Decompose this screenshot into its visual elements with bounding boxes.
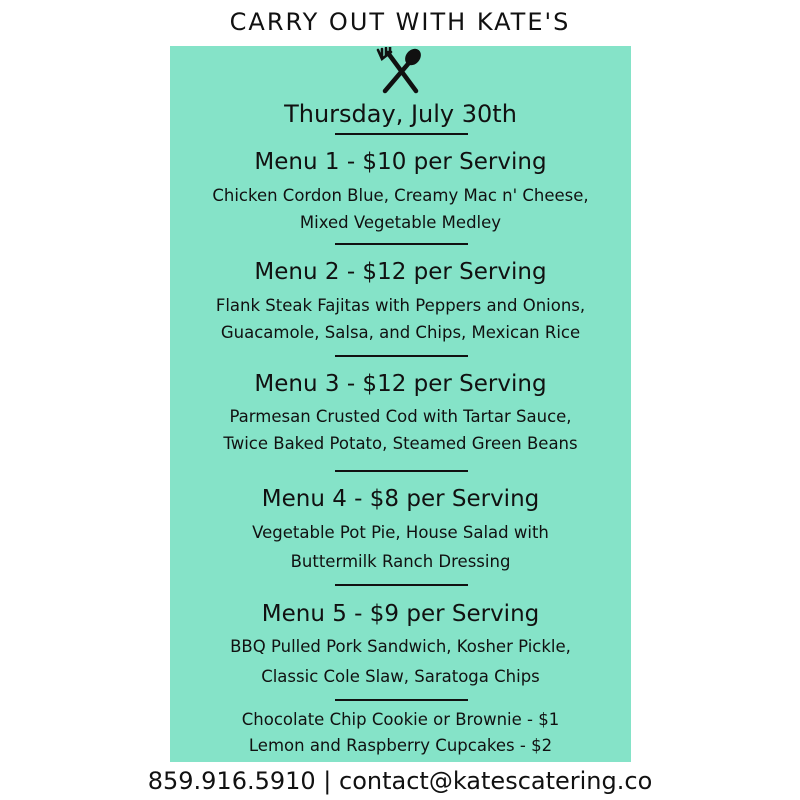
dessert-line-1: Chocolate Chip Cookie or Brownie - $1: [241, 710, 560, 729]
menu-2-line-1: Flank Steak Fajitas with Peppers and Onions,: [215, 296, 586, 315]
fork-and-spoon-icon: [376, 47, 426, 95]
menu-2-title: Menu 2 - $12 per Serving: [254, 259, 547, 285]
divider: [335, 584, 468, 586]
divider: [335, 699, 468, 701]
menu-1-line-1: Chicken Cordon Blue, Creamy Mac n' Cheese,: [212, 186, 589, 205]
menu-1-line-2: Mixed Vegetable Medley: [299, 213, 502, 232]
menu-4-line-2: Buttermilk Ranch Dressing: [290, 552, 511, 571]
menu-4-line-1: Vegetable Pot Pie, House Salad with: [252, 523, 549, 542]
menu-4-title: Menu 4 - $8 per Serving: [261, 486, 540, 512]
menu-5-line-2: Classic Cole Slaw, Saratoga Chips: [261, 667, 540, 686]
contact-info: 859.916.5910 | contact@katescatering.co: [147, 767, 653, 795]
divider: [335, 470, 468, 472]
divider: [335, 133, 468, 135]
menu-date: Thursday, July 30th: [284, 100, 517, 128]
divider: [335, 243, 468, 245]
menu-panel: [170, 46, 631, 762]
menu-2-line-2: Guacamole, Salsa, and Chips, Mexican Rice: [220, 323, 581, 342]
menu-5-title: Menu 5 - $9 per Serving: [261, 601, 540, 627]
menu-3-line-2: Twice Baked Potato, Steamed Green Beans: [223, 434, 578, 453]
dessert-line-2: Lemon and Raspberry Cupcakes - $2: [248, 736, 553, 755]
divider: [335, 355, 468, 357]
menu-3-title: Menu 3 - $12 per Serving: [254, 371, 547, 397]
menu-1-title: Menu 1 - $10 per Serving: [254, 149, 547, 175]
menu-3-line-1: Parmesan Crusted Cod with Tartar Sauce,: [229, 407, 572, 426]
menu-5-line-1: BBQ Pulled Pork Sandwich, Kosher Pickle,: [230, 637, 571, 656]
brand-title: CARRY OUT WITH KATE'S: [229, 8, 571, 36]
